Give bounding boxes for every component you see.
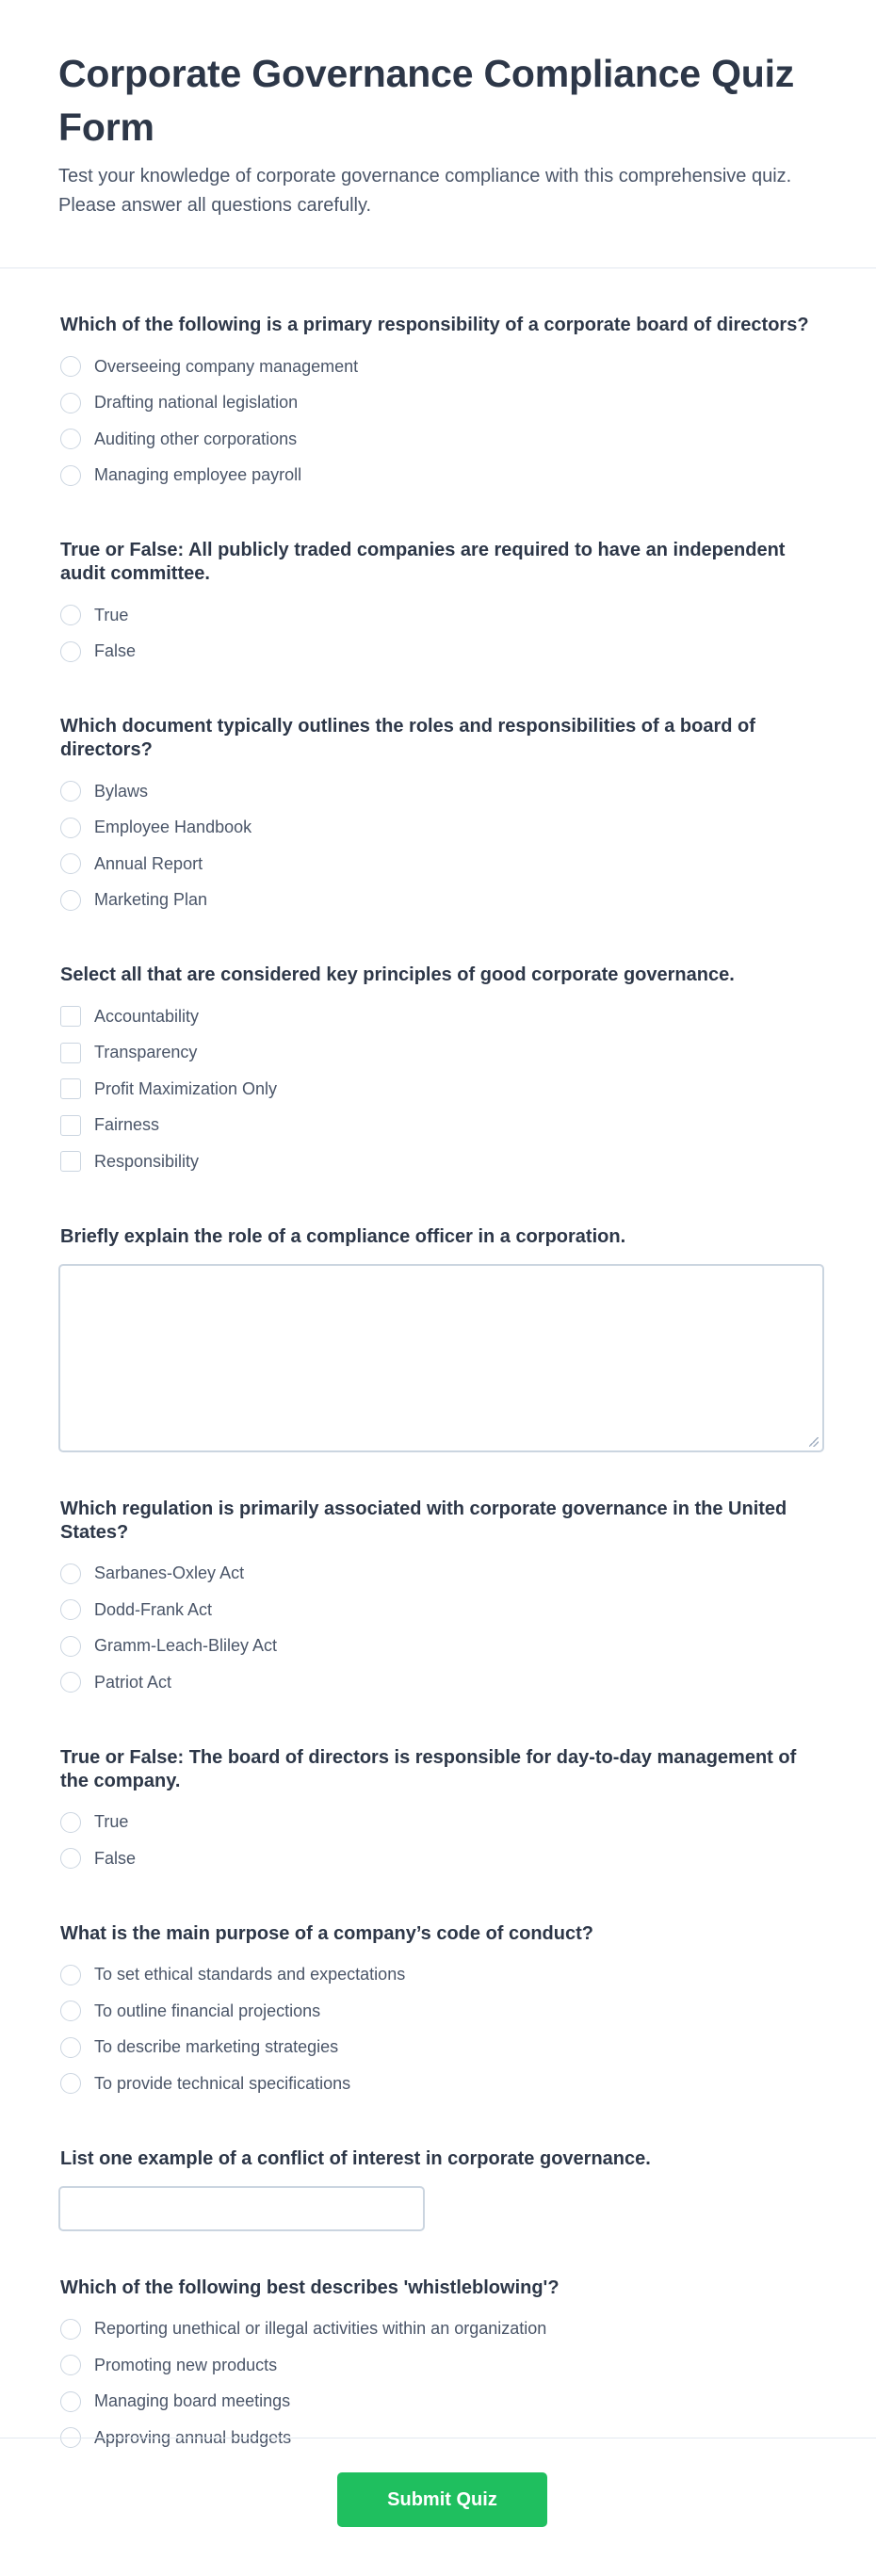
checkbox-option[interactable] xyxy=(60,1143,816,1180)
option-label: Promoting new products xyxy=(94,2355,278,2374)
option-label: True xyxy=(94,1812,129,1832)
option-label: Profit Maximization Only xyxy=(94,1078,278,1098)
radio-option[interactable] xyxy=(60,348,816,385)
question-text: Which regulation is primarily associated with corporate governance in the United States? xyxy=(60,1498,787,1543)
radio-button[interactable] xyxy=(60,1599,81,1620)
option-label: Reporting unethical or illegal activities within an organization xyxy=(94,2319,547,2339)
option-label: True xyxy=(94,605,129,624)
radio-button[interactable] xyxy=(60,1672,81,1693)
radio-option[interactable] xyxy=(60,385,816,422)
option-label: To outline financial projections xyxy=(94,2001,321,2020)
checkbox-option[interactable] xyxy=(60,1108,816,1144)
answer-input[interactable] xyxy=(58,2186,425,2231)
radio-button[interactable] xyxy=(60,1812,81,1833)
radio-button[interactable] xyxy=(60,1636,81,1657)
radio-option[interactable] xyxy=(60,883,816,919)
question-block xyxy=(60,2147,816,2231)
radio-option[interactable] xyxy=(60,458,816,494)
question-text: True or False: All publicly traded companies are required to have an independent audit committee. xyxy=(60,540,786,584)
question-text: Select all that are considered key principles of good corporate governance. xyxy=(60,964,735,985)
radio-button[interactable] xyxy=(60,429,81,449)
radio-button[interactable] xyxy=(60,2037,81,2058)
form-footer xyxy=(0,2438,876,2576)
question-text: Which of the following is a primary responsibility of a corporate board of directors? xyxy=(60,315,809,335)
option-label: Transparency xyxy=(94,1043,198,1062)
question-block xyxy=(60,314,816,494)
option-label: Patriot Act xyxy=(94,1672,172,1692)
question-block xyxy=(60,964,816,1180)
question-text: List one example of a conflict of interest in corporate governance. xyxy=(60,2147,651,2169)
radio-option[interactable] xyxy=(60,634,816,671)
radio-option[interactable] xyxy=(60,1664,816,1701)
radio-option[interactable] xyxy=(60,1993,816,2030)
answer-textarea[interactable] xyxy=(58,1264,824,1452)
radio-button[interactable] xyxy=(60,1965,81,1985)
option-label: Overseeing company management xyxy=(94,356,359,376)
radio-button[interactable] xyxy=(60,2073,81,2094)
radio-button[interactable] xyxy=(60,781,81,802)
radio-option[interactable] xyxy=(60,2347,816,2384)
option-label: Fairness xyxy=(94,1115,160,1135)
quiz-form xyxy=(0,314,876,2456)
radio-button[interactable] xyxy=(60,853,81,874)
question-block xyxy=(60,1225,816,1452)
option-label: Managing board meetings xyxy=(94,2391,291,2411)
radio-option[interactable] xyxy=(60,2066,816,2102)
question-block xyxy=(60,2276,816,2456)
checkbox[interactable] xyxy=(60,1115,81,1136)
radio-option[interactable] xyxy=(60,1840,816,1877)
form-header xyxy=(0,0,876,268)
checkbox[interactable] xyxy=(60,1151,81,1172)
question-text: Which of the following best describes 'whistleblowing'? xyxy=(60,2276,560,2298)
radio-option[interactable] xyxy=(60,1805,816,1841)
question-block xyxy=(60,539,816,670)
question-block xyxy=(60,1922,816,2102)
option-label: Annual Report xyxy=(94,853,203,873)
radio-option[interactable] xyxy=(60,846,816,883)
question-text: Which document typically outlines the roles and responsibilities of a board of directors? xyxy=(60,716,755,760)
option-label: Employee Handbook xyxy=(94,818,252,837)
radio-option[interactable] xyxy=(60,1957,816,1994)
radio-button[interactable] xyxy=(60,641,81,662)
question-block xyxy=(60,715,816,918)
radio-button[interactable] xyxy=(60,465,81,486)
question-block xyxy=(60,1498,816,1701)
checkbox[interactable] xyxy=(60,1078,81,1099)
radio-button[interactable] xyxy=(60,2355,81,2375)
option-label: To set ethical standards and expectations xyxy=(94,1965,406,1985)
checkbox-option[interactable] xyxy=(60,998,816,1035)
radio-button[interactable] xyxy=(60,605,81,625)
radio-button[interactable] xyxy=(60,2001,81,2021)
radio-option[interactable] xyxy=(60,2311,816,2348)
radio-button[interactable] xyxy=(60,818,81,838)
radio-option[interactable] xyxy=(60,773,816,810)
radio-option[interactable] xyxy=(60,1628,816,1665)
radio-option[interactable] xyxy=(60,1592,816,1628)
checkbox-option[interactable] xyxy=(60,1035,816,1072)
radio-button[interactable] xyxy=(60,1563,81,1584)
radio-button[interactable] xyxy=(60,2319,81,2340)
option-label: Approving annual budgets xyxy=(94,2427,292,2447)
page-subtitle: Test your knowledge of corporate governance compliance with this comprehensive quiz. Please answer all questions carefully. xyxy=(58,166,792,216)
option-label: To describe marketing strategies xyxy=(94,2037,339,2057)
radio-option[interactable] xyxy=(60,597,816,634)
radio-button[interactable] xyxy=(60,1848,81,1869)
checkbox[interactable] xyxy=(60,1006,81,1027)
radio-button[interactable] xyxy=(60,890,81,911)
radio-button[interactable] xyxy=(60,356,81,377)
option-label: Marketing Plan xyxy=(94,890,208,910)
question-text: What is the main purpose of a company’s code of conduct? xyxy=(60,1922,593,1944)
option-label: False xyxy=(94,641,137,661)
radio-button[interactable] xyxy=(60,2391,81,2412)
submit-quiz-button[interactable]: Submit Quiz xyxy=(337,2472,547,2527)
option-label: Drafting national legislation xyxy=(94,393,299,413)
option-label: Gramm-Leach-Bliley Act xyxy=(94,1636,278,1656)
option-label: Responsibility xyxy=(94,1151,200,1171)
page-title: Corporate Governance Compliance Quiz Form xyxy=(58,52,795,149)
question-text: Briefly explain the role of a compliance officer in a corporation. xyxy=(60,1225,626,1247)
option-label: Managing employee payroll xyxy=(94,465,302,485)
question-block xyxy=(60,1746,816,1877)
radio-option[interactable] xyxy=(60,810,816,847)
option-label: To provide technical specifications xyxy=(94,2073,351,2093)
option-label: Dodd-Frank Act xyxy=(94,1599,213,1619)
resize-handle-icon[interactable] xyxy=(809,1437,819,1447)
option-label: Bylaws xyxy=(94,781,149,801)
option-label: Sarbanes-Oxley Act xyxy=(94,1563,245,1583)
option-label: False xyxy=(94,1848,137,1868)
checkbox-option[interactable] xyxy=(60,1071,816,1108)
radio-option[interactable] xyxy=(60,421,816,458)
radio-option[interactable] xyxy=(60,2030,816,2066)
radio-option[interactable] xyxy=(60,1556,816,1593)
radio-button[interactable] xyxy=(60,393,81,413)
option-label: Auditing other corporations xyxy=(94,429,298,448)
option-label: Accountability xyxy=(94,1006,200,1026)
checkbox[interactable] xyxy=(60,1043,81,1063)
radio-option[interactable] xyxy=(60,2384,816,2421)
question-text: True or False: The board of directors is responsible for day-to-day management of the company. xyxy=(60,1746,797,1791)
